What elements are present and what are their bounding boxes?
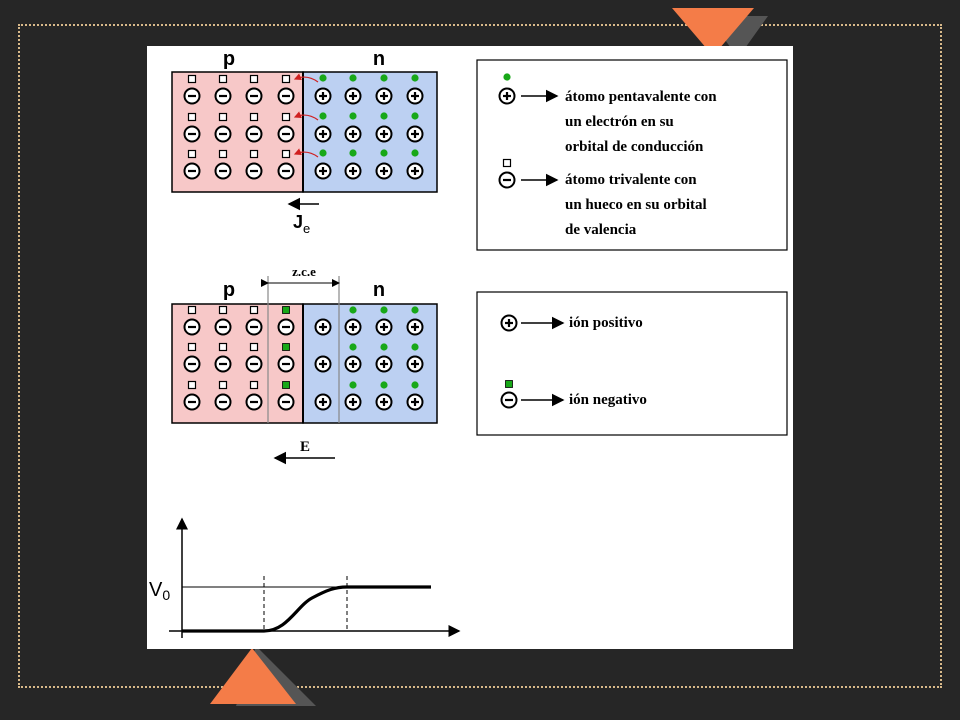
donor-atom (408, 164, 423, 179)
free-electron (349, 343, 356, 350)
free-electron (319, 112, 326, 119)
positive-ion (316, 357, 331, 372)
legend-trivalent-line2: un hueco en su orbital (565, 197, 707, 213)
free-electron (380, 306, 387, 313)
legend-positive-ion-icon (502, 316, 517, 331)
acceptor-atom (216, 89, 231, 104)
donor-atom (408, 89, 423, 104)
captured-electron (283, 307, 290, 314)
acceptor-atom (247, 357, 262, 372)
hole (251, 307, 258, 314)
hole (189, 114, 196, 121)
donor-atom (346, 395, 361, 410)
legend-ions (477, 292, 787, 435)
donor-atom (346, 357, 361, 372)
legend-atoms (477, 60, 787, 250)
free-electron (411, 74, 418, 81)
legend-electron-icon (503, 73, 510, 80)
acceptor-atom (247, 395, 262, 410)
free-electron (349, 149, 356, 156)
positive-ion (316, 395, 331, 410)
v0-label: $V_0$ (149, 579, 171, 603)
acceptor-atom (247, 127, 262, 142)
free-electron (411, 149, 418, 156)
junction-diagram-equilibrium (172, 264, 437, 458)
donor-atom (377, 89, 392, 104)
acceptor-atom (247, 89, 262, 104)
legend-positive-ion: ión positivo (569, 315, 643, 331)
hole (220, 114, 227, 121)
hole (220, 344, 227, 351)
bottom-triangle-decoration (208, 646, 318, 708)
donor-atom (377, 357, 392, 372)
donor-atom (408, 395, 423, 410)
acceptor-atom (279, 127, 294, 142)
acceptor-atom (185, 320, 200, 335)
acceptor-atom (216, 395, 231, 410)
legend-acceptor-icon (500, 173, 515, 188)
hole (251, 114, 258, 121)
legend-pentavalent-line1: átomo pentavalente con (565, 89, 717, 105)
free-electron (411, 112, 418, 119)
potential-curve (182, 587, 431, 631)
hole (189, 382, 196, 389)
legend-trivalent-line3: de valencia (565, 222, 637, 238)
donor-atom (346, 89, 361, 104)
hole (220, 76, 227, 83)
donor-atom (316, 127, 331, 142)
hole (251, 151, 258, 158)
donor-atom (408, 127, 423, 142)
acceptor-atom (279, 89, 294, 104)
free-electron (411, 343, 418, 350)
legend-captured-electron-icon (506, 381, 513, 388)
donor-atom (377, 164, 392, 179)
hole (283, 76, 290, 83)
donor-atom (408, 320, 423, 335)
donor-atom (316, 89, 331, 104)
captured-electron (283, 382, 290, 389)
hole (189, 307, 196, 314)
acceptor-atom (185, 395, 200, 410)
legend-negative-ion-icon (502, 393, 517, 408)
free-electron (349, 381, 356, 388)
field-label: E (299, 439, 311, 455)
legend-negative-ion: ión negativo (569, 392, 647, 408)
donor-atom (377, 127, 392, 142)
negative-ion (279, 320, 294, 335)
hole (220, 307, 227, 314)
free-electron (380, 149, 387, 156)
acceptor-atom (185, 357, 200, 372)
acceptor-atom (279, 164, 294, 179)
free-electron (319, 74, 326, 81)
legend-hole-icon (504, 160, 511, 167)
n-region-label: n (372, 48, 386, 70)
donor-atom (346, 320, 361, 335)
hole (189, 76, 196, 83)
donor-atom (408, 357, 423, 372)
hole (283, 151, 290, 158)
acceptor-atom (216, 164, 231, 179)
hole (220, 151, 227, 158)
hole (220, 382, 227, 389)
hole (251, 76, 258, 83)
p-region-label: p (222, 48, 236, 70)
acceptor-atom (216, 357, 231, 372)
free-electron (349, 306, 356, 313)
legend-pentavalent-line2: un electrón en su (565, 114, 674, 130)
acceptor-atom (185, 127, 200, 142)
free-electron (411, 306, 418, 313)
free-electron (349, 112, 356, 119)
p-region-label-2: p (222, 279, 236, 301)
negative-ion (279, 395, 294, 410)
free-electron (380, 381, 387, 388)
potential-graph (149, 519, 459, 638)
captured-electron (283, 344, 290, 351)
legend-donor-icon (500, 89, 515, 104)
acceptor-atom (216, 320, 231, 335)
free-electron (380, 343, 387, 350)
negative-ion (279, 357, 294, 372)
donor-atom (377, 395, 392, 410)
acceptor-atom (185, 89, 200, 104)
free-electron (349, 74, 356, 81)
acceptor-atom (185, 164, 200, 179)
hole (251, 344, 258, 351)
acceptor-atom (247, 320, 262, 335)
free-electron (380, 74, 387, 81)
n-region-label-2: n (372, 279, 386, 301)
free-electron (319, 149, 326, 156)
acceptor-atom (247, 164, 262, 179)
legend-trivalent-line1: átomo trivalente con (565, 172, 697, 188)
positive-ion (316, 320, 331, 335)
diagram-panel (147, 46, 793, 649)
legend-pentavalent-line3: orbital de conducción (565, 139, 704, 155)
hole (189, 151, 196, 158)
donor-atom (316, 164, 331, 179)
free-electron (380, 112, 387, 119)
free-electron (411, 381, 418, 388)
acceptor-atom (216, 127, 231, 142)
junction-diagram-before (172, 48, 437, 236)
zone-label: z.c.e (292, 264, 316, 279)
hole (251, 382, 258, 389)
hole (189, 344, 196, 351)
hole (283, 114, 290, 121)
donor-atom (346, 164, 361, 179)
current-label: $J_e$ (293, 212, 311, 236)
donor-atom (377, 320, 392, 335)
donor-atom (346, 127, 361, 142)
